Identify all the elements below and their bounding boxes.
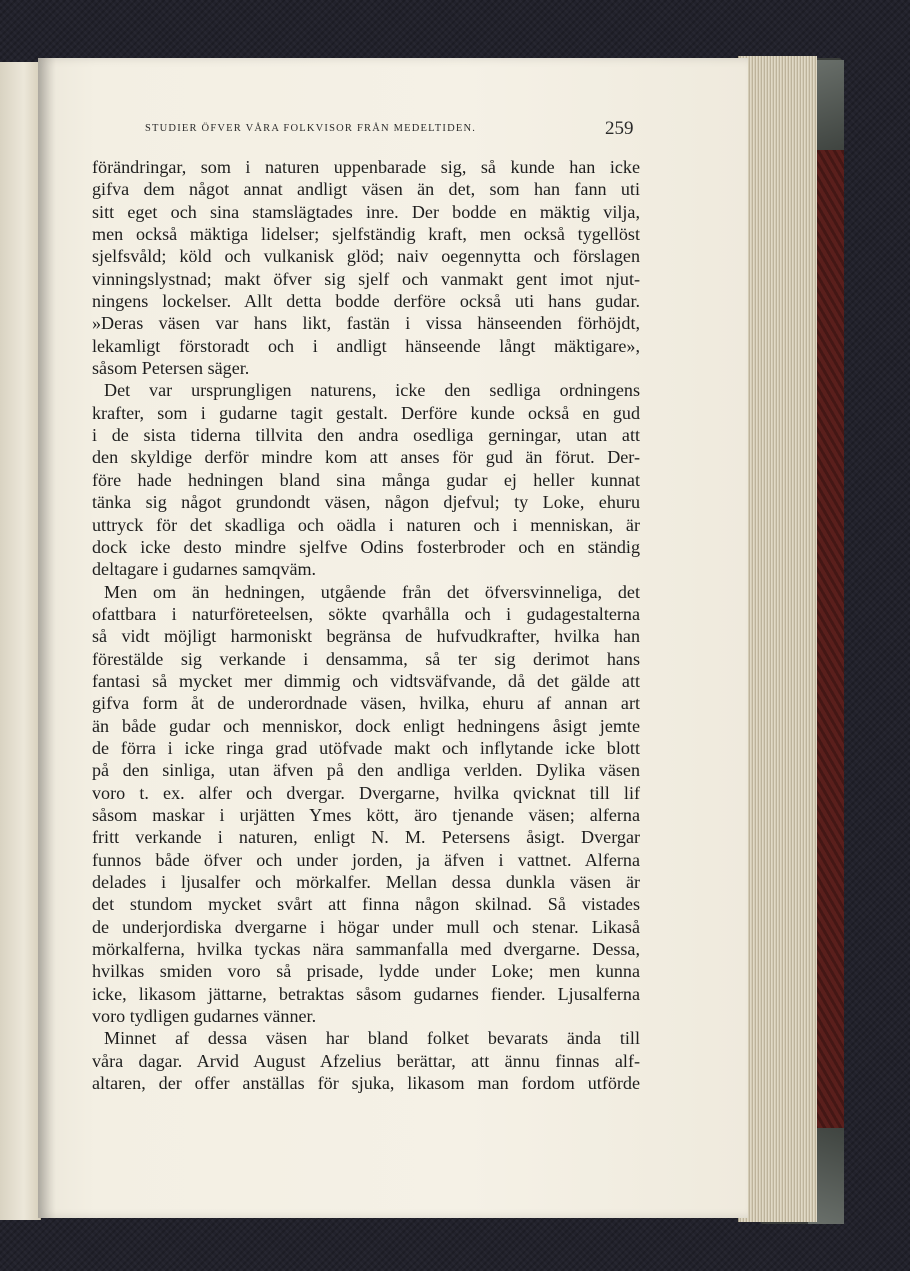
text-line: vinningslystnad; makt öfver sig sjelf och vanmakt gent imot njut- (92, 268, 640, 289)
text-line: gifva dem något annat andligt väsen än det, som han fann uti (92, 179, 640, 200)
text-line: lekamligt förstoradt och i andligt hänseende långt mäktigare», (92, 335, 640, 356)
text-line: funnos både öfver och under jorden, ja äfven i vattnet. Alferna (92, 849, 640, 870)
text-line: dock icke desto mindre sjelfve Odins fosterbroder och en ständig (92, 536, 640, 557)
text-line: förändringar, som i naturen uppenbarade sig, så kunde han icke (92, 157, 640, 177)
page-number: 259 (605, 118, 634, 139)
page-block-edges (738, 56, 817, 1222)
body-text (92, 156, 640, 1094)
text-line: delades i ljusalfer och mörkalfer. Mellan dessa dunkla väsen är (92, 872, 640, 892)
text-line: i de sista tiderna tillvita den andra osedliga gerningar, utan att (92, 425, 640, 446)
text-line: altaren, der offer anställas för sjuka, likasom man fordom utförde (92, 1073, 640, 1094)
text-line: före hade hedningen bland sina många gudar ej heller kunnat (92, 469, 640, 490)
text-line: den skyldige derför mindre kom att anses för gud än förut. Der- (92, 447, 640, 468)
text-line: gifva form åt de underordnade väsen, hvilka, ehuru af annan art (92, 693, 640, 714)
text-line: sitt eget och sina stamslägtades inre. Der bodde en mäktig vilja, (92, 201, 640, 222)
text-line: mörkalferna, hvilka tyckas nära sammanfalla med dvergarne. Dessa, (92, 939, 640, 960)
text-line: sjelfsvåld; köld och vulkanisk glöd; naiv oegennytta och förslagen (92, 246, 640, 267)
text-line: voro t. ex. alfer och dvergar. Dvergarne, hvilka qvicknat till lif (92, 782, 640, 803)
text-line: icke, likasom jättarne, betraktas såsom gudarnes fiender. Ljusalferna (92, 983, 640, 1004)
running-header: STUDIER ÖFVER VÅRA FOLKVISOR FRÅN MEDELTIDEN. (145, 123, 477, 134)
text-line: fantasi så mycket mer dimmig och vidtsväfvande, då det gälde att (92, 670, 640, 691)
text-line: på den sinliga, utan äfven på den andliga verlden. Dylika väsen (92, 760, 640, 781)
text-line: såsom maskar i urjätten Ymes kött, äro tjenande väsen; alferna (92, 804, 640, 825)
text-line: fritt verkande i naturen, enligt N. M. Petersens åsigt. Dvergar (92, 827, 640, 848)
text-line: såsom Petersen säger. (92, 358, 250, 379)
left-facing-page-edge (0, 62, 41, 1220)
text-line: deltagare i gudarnes samqväm. (92, 559, 317, 580)
text-line: ningens lockelser. Allt detta bodde derföre också uti hans gudar. (92, 291, 640, 312)
text-line: så vidt möjligt harmoniskt begränsa de hufvudkrafter, hvilka han (92, 626, 640, 647)
text-line: Minnet af dessa väsen har bland folket bevarats ända till (104, 1028, 640, 1049)
text-line: förestälde sig verkande i densamma, så ter sig derimot hans (92, 648, 640, 669)
text-line: de förra i icke ringa grad utöfvade makt och inflytande icke blott (92, 737, 640, 758)
text-line: tänka sig något grundondt väsen, någon djefvul; ty Loke, ehuru (92, 492, 640, 513)
text-line: Men om än hedningen, utgående från det öfversvinneliga, det (104, 581, 640, 602)
text-line: hvilkas smiden voro så prisade, lydde under Loke; men kunna (92, 961, 640, 982)
text-line: voro tydligen gudarnes vänner. (92, 1006, 317, 1027)
text-line: men också mäktiga lidelser; sjelfständig kraft, men också tygellöst (92, 224, 640, 245)
text-line: Det var ursprungligen naturens, icke den sedliga ordningens (104, 380, 640, 401)
text-line: våra dagar. Arvid August Afzelius berättar, att ännu finnas alf- (92, 1050, 640, 1071)
text-line: de underjordiska dvergarne i högar under mull och stenar. Likaså (92, 916, 640, 937)
text-line: uttryck för det skadliga och oädla i naturen och i menniskan, är (92, 514, 640, 535)
text-line: »Deras väsen var hans likt, fastän i vissa hänseenden förhöjdt, (92, 313, 640, 334)
text-line: krafter, som i gudarne tagit gestalt. Derföre kunde också en gud (92, 402, 640, 423)
text-line: ofattbara i naturföreteelsen, sökte qvarhålla och i gudagestalterna (92, 603, 640, 624)
gutter-shadow (38, 58, 56, 1218)
text-line: än både gudar och menniskor, dock enligt hedningens åsigt jemte (92, 715, 640, 736)
text-line: det stundom mycket svårt att finna någon skilnad. Så vistades (92, 894, 640, 915)
